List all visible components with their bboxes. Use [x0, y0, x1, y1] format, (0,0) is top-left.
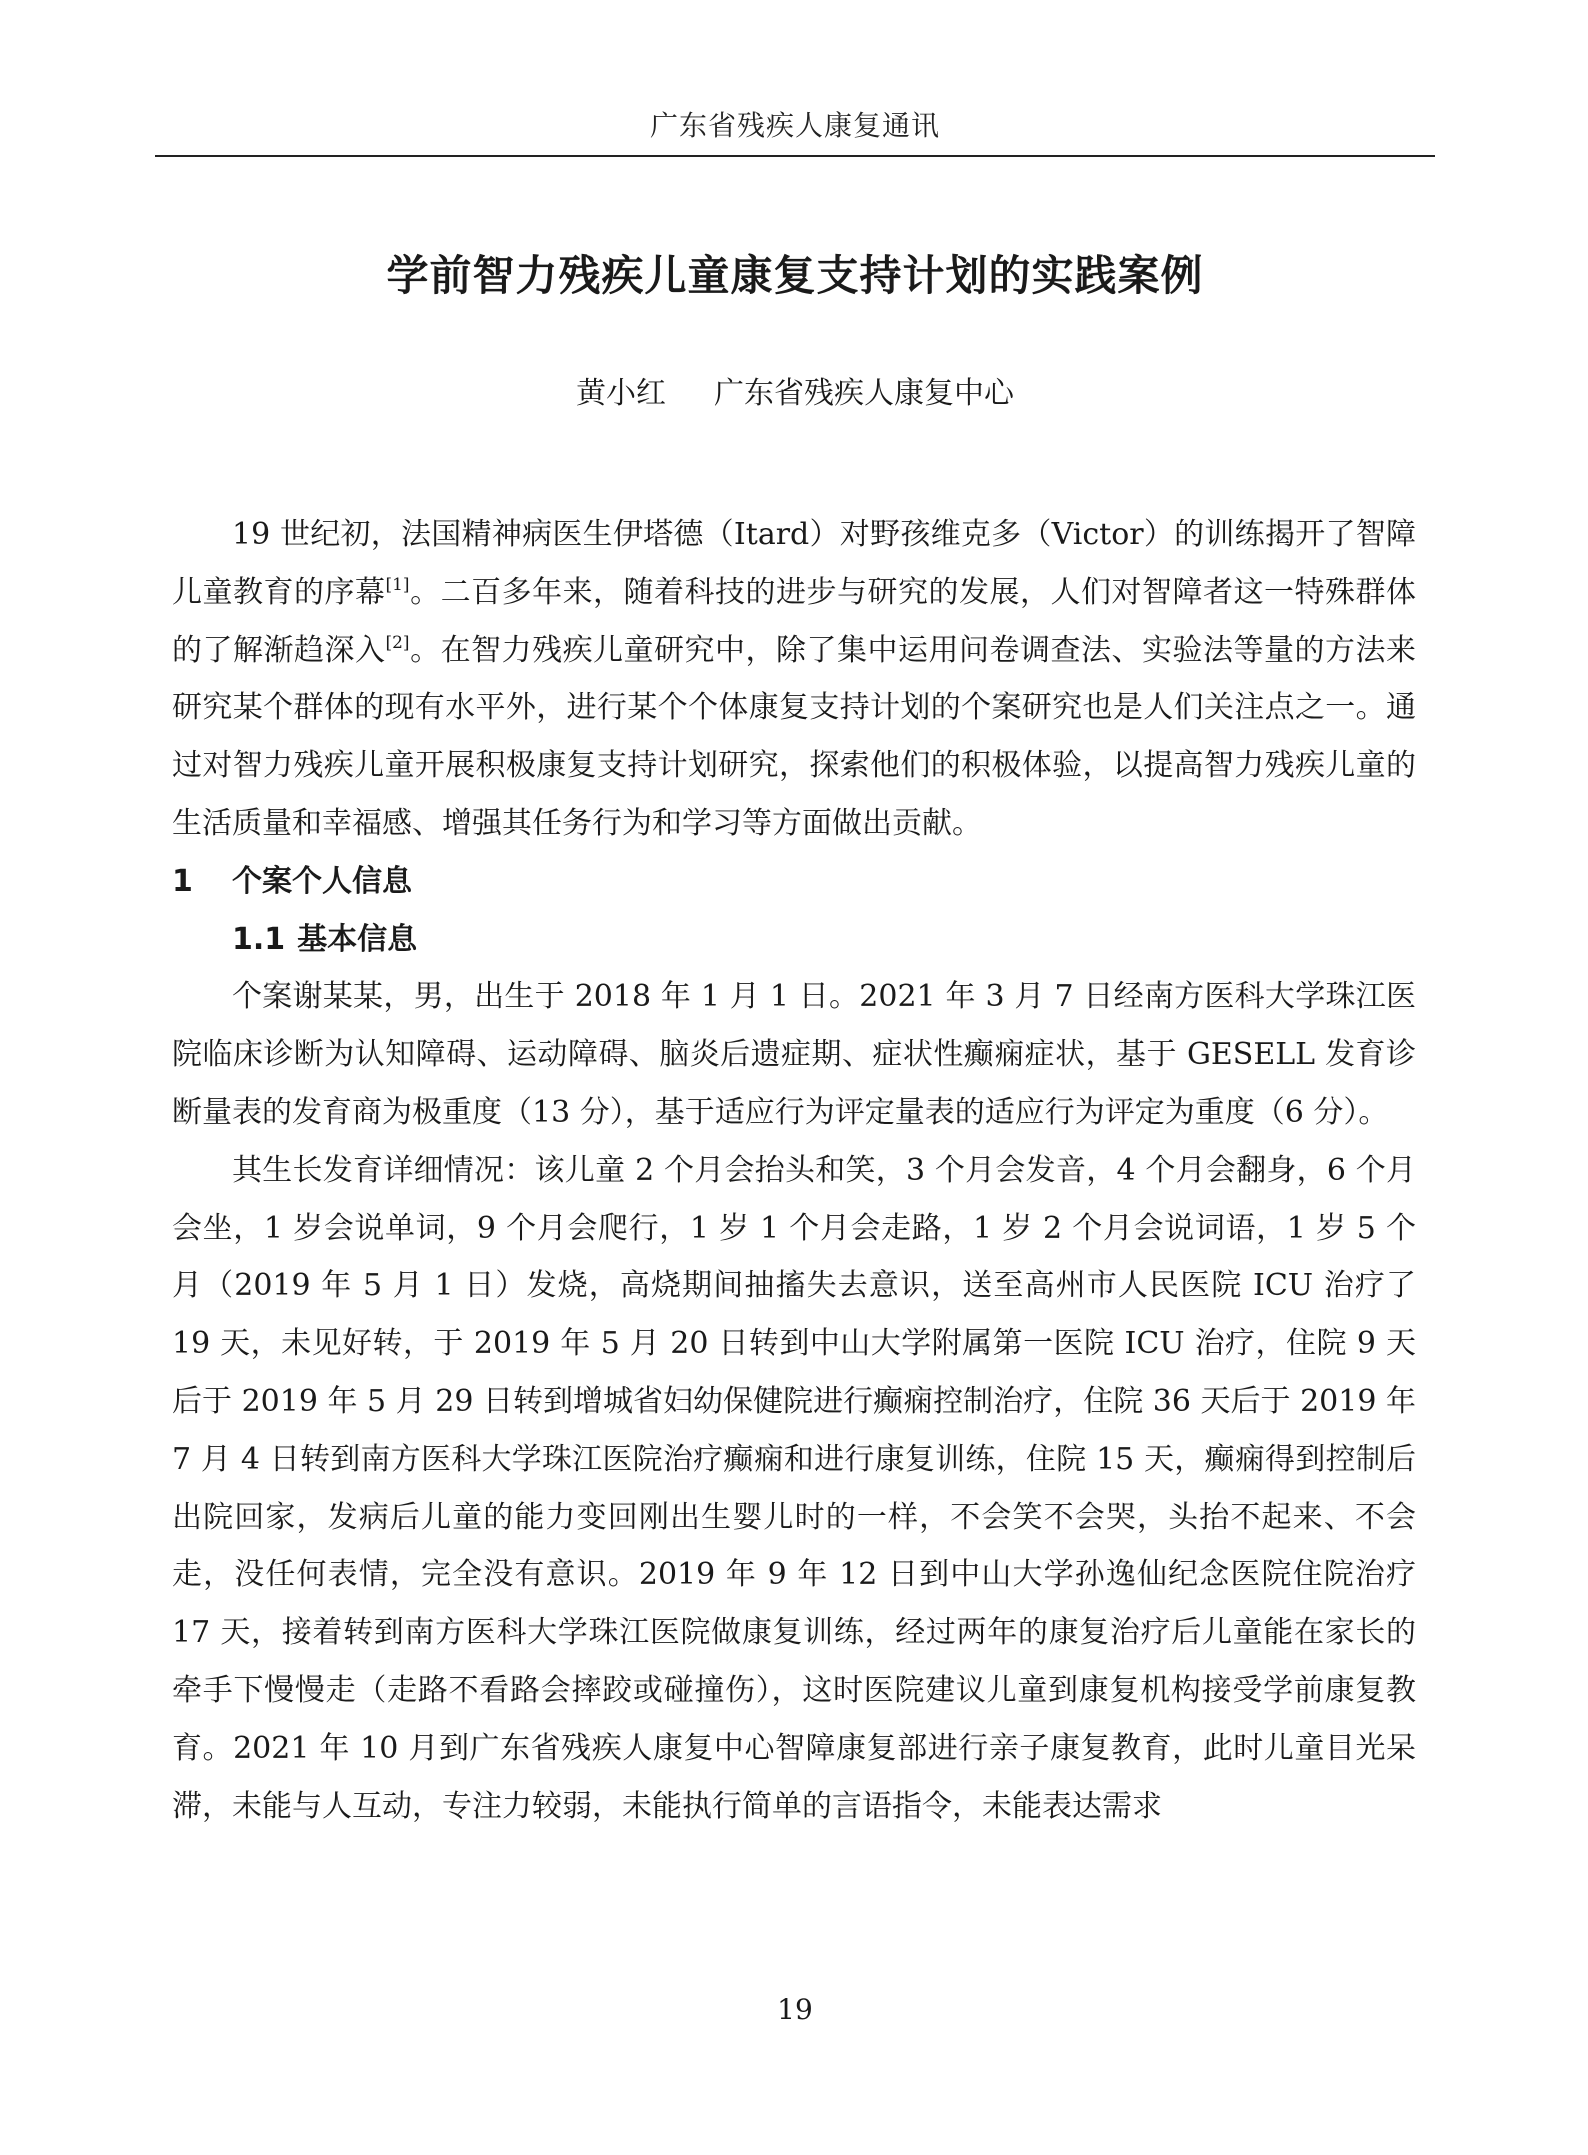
subsection-number: 1.1: [232, 921, 286, 957]
basic-info-paragraph: 个案谢某某，男，出生于 2018 年 1 月 1 日。2021 年 3 月 7 日经南方医科大学珠江医院临床诊断为认知障碍、运动障碍、脑炎后遗症期、症状性癫痫症状，基于 GESELL 发育诊断量表的发育商为极重度（13 分），基于适应行为评定量表的适应行为评定为重度（6 分）。: [172, 979, 1416, 1130]
subsection-heading-1-1: [172, 911, 1416, 969]
section-title: 个案个人信息: [232, 863, 412, 899]
running-head: 广东省残疾人康复通讯: [649, 109, 940, 142]
author-affiliation: 广东省残疾人康复中心: [714, 376, 1014, 411]
citation-1: [1]: [385, 574, 410, 595]
article-body: [172, 506, 1416, 1835]
growth-paragraph: 其生长发育详细情况：该儿童 2 个月会抬头和笑，3 个月会发音，4 个月会翻身，6 个月会坐，1 岁会说单词，9 个月会爬行，1 岁 1 个月会走路，1 岁 2 个月会说词语，1 岁 5 个月（2019 年 5 月 1 日）发烧，高烧期间抽搐失去意识，送至高州市人民医院 ICU 治疗了 19 天，未见好转，于 2019 年 5 月 20 日转到中山大学附属第一医院 ICU 治疗，住院 9 天后于 2019 年 5 月 29 日转到增城省妇幼保健院进行癫痫控制治疗，住院 36 天后于 2019 年 7 月 4 日转到南方医科大学珠江医院治疗癫痫和进行康复训练，住院 15 天，癫痫得到控制后出院回家，发病后儿童的能力变回刚出生婴儿时的一样，不会笑不会哭，头抬不起来、不会走，没任何表情，完全没有意识。2019 年 9 年 12 日到中山大学孙逸仙纪念医院住院治疗 17 天，接着转到南方医科大学珠江医院做康复训练，经过两年的康复治疗后儿童能在家长的牵手下慢慢走（走路不看路会摔跤或碰撞伤），这时医院建议儿童到康复机构接受学前康复教育。2021 年 10 月到广东省残疾人康复中心智障康复部进行亲子康复教育，此时儿童目光呆滞，未能与人互动，专注力较弱，未能执行简单的言语指令，未能表达需求: [172, 1152, 1416, 1824]
header-rule: [155, 155, 1435, 157]
author-name: 黄小红: [576, 376, 666, 411]
article-title: 学前智力残疾儿童康复支持计划的实践案例: [386, 251, 1204, 300]
subsection-title: 基本信息: [297, 921, 418, 957]
section-heading-1: [172, 853, 1416, 911]
intro-paragraph: [172, 506, 1416, 853]
section-number: 1: [172, 863, 193, 899]
intro-text-1: 19 世纪初，法国精神病医生伊塔德（Itard）对野孩维克多（Victor）的训练揭开了智障儿童教育的序幕: [172, 517, 1416, 610]
intro-text-3: 。在智力残疾儿童研究中，除了集中运用问卷调查法、实验法等量的方法来研究某个群体的现有水平外，进行某个个体康复支持计划的个案研究也是人们关注点之一。通过对智力残疾儿童开展积极康复支持计划研究，探索他们的积极体验，以提高智力残疾儿童的生活质量和幸福感、增强其任务行为和学习等方面做出贡献。: [172, 632, 1416, 841]
citation-2: [2]: [385, 632, 410, 653]
byline: [155, 372, 1435, 416]
page-number: 19: [777, 1993, 813, 2026]
intro-text-2: 。二百多年来，随着科技的进步与研究的发展，人们对智障者这一特殊群体的了解渐趋深入: [172, 574, 1416, 668]
